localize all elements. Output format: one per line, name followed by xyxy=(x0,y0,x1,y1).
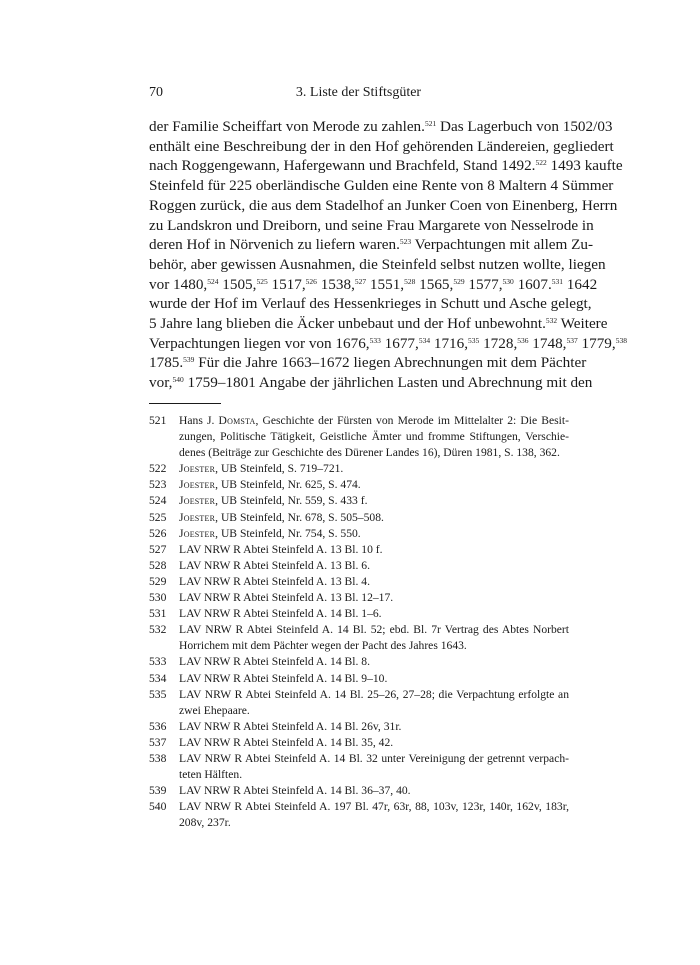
text-run: 1517, xyxy=(267,275,306,293)
footnote-text: LAV NRW R Abtei Steinfeld A. 14 Bl. 26v, 31r. xyxy=(179,719,402,733)
footnote-ref[interactable]: 531 xyxy=(551,276,563,286)
footnote-text: , UB Steinfeld, S. 719–721. xyxy=(215,462,344,476)
footnote-ref[interactable]: 532 xyxy=(545,316,558,326)
footnote-ref[interactable]: 525 xyxy=(256,276,268,286)
text-run: 1565, xyxy=(415,275,454,293)
text-run: der Familie Scheiffart von Merode zu zahlen. xyxy=(149,118,425,135)
footnote-text: denes (Beiträge zur Geschichte des Dürener Landes 16), Düren 1981, S. 138, 362. xyxy=(179,446,560,460)
footnote-text: LAV NRW R Abtei Steinfeld A. 14 Bl. 32 unter Vereinigung der getrennt verpach- xyxy=(179,751,569,765)
text-run: Verpachtungen mit allem Zu- xyxy=(411,236,594,254)
footnote-line xyxy=(179,493,569,509)
text-run: Für die Jahre 1663–1672 liegen Abrechnungen mit dem Pächter xyxy=(194,354,587,372)
text-line xyxy=(149,117,613,137)
footnote-separator xyxy=(149,403,221,404)
footnote-text: Hans J. xyxy=(179,414,219,427)
footnotes xyxy=(149,413,569,831)
footnote-ref[interactable]: 533 xyxy=(369,335,381,345)
footnote-532 xyxy=(149,622,569,654)
text-run: Verpachtungen liegen vor von 1676, xyxy=(149,334,370,352)
footnote-text: LAV NRW R Abtei Steinfeld A. 13 Bl. 6. xyxy=(179,558,370,572)
text-run: vor, xyxy=(149,374,173,392)
text-line: Steinfeld für 225 oberländische Gulden eine Rente von 8 Maltern 4 Sümmer xyxy=(149,177,614,195)
text-line xyxy=(149,334,627,354)
footnote-number: 535 xyxy=(149,687,167,701)
footnote-537 xyxy=(149,735,569,751)
text-line xyxy=(149,235,594,255)
page-number: 70 xyxy=(149,85,163,100)
footnote-ref[interactable]: 524 xyxy=(207,276,219,286)
author-name: Joester xyxy=(179,478,216,492)
footnote-531 xyxy=(149,606,569,622)
text-line xyxy=(149,156,623,176)
footnote-521 xyxy=(149,413,569,461)
footnote-ref[interactable]: 537 xyxy=(566,335,578,345)
footnote-540 xyxy=(149,799,569,831)
footnote-number: 531 xyxy=(149,607,167,621)
footnote-ref[interactable]: 534 xyxy=(418,335,431,345)
text-run: 5 Jahre lang blieben die Äcker unbebaut und der Hof unbewohnt. xyxy=(149,315,546,333)
text-line: behör, aber gewissen Ausnahmen, die Steinfeld selbst nutzen wollte, liegen xyxy=(149,255,606,273)
footnote-line xyxy=(179,477,569,493)
text-run: vor 1480, xyxy=(149,275,208,293)
text-run: 1677, xyxy=(380,334,419,352)
footnote-number: 534 xyxy=(149,671,167,685)
footnote-line xyxy=(179,445,569,461)
text-run: 1642 xyxy=(563,275,598,293)
footnote-line xyxy=(179,542,569,558)
footnote-text: , UB Steinfeld, Nr. 678, S. 505–508. xyxy=(215,510,384,524)
footnote-ref[interactable]: 521 xyxy=(424,119,437,128)
footnote-ref[interactable]: 528 xyxy=(404,276,416,286)
text-run: 1728, xyxy=(479,334,518,352)
footnote-text: LAV NRW R Abtei Steinfeld A. 13 Bl. 10 f. xyxy=(179,542,383,556)
footnote-528 xyxy=(149,558,569,574)
text-run: 1577, xyxy=(464,275,503,293)
footnote-number: 523 xyxy=(149,478,167,492)
footnote-ref[interactable]: 522 xyxy=(535,158,547,168)
footnote-line xyxy=(179,654,569,670)
text-run: 1505, xyxy=(218,275,257,293)
footnote-text: , UB Steinfeld, Nr. 754, S. 550. xyxy=(215,526,361,540)
footnote-number: 539 xyxy=(149,784,167,798)
footnote-line xyxy=(179,461,569,477)
footnote-524 xyxy=(149,493,569,509)
footnote-number: 521 xyxy=(149,414,167,427)
text-run: 1785. xyxy=(149,354,184,372)
footnote-number: 537 xyxy=(149,735,167,749)
footnote-ref[interactable]: 530 xyxy=(502,276,514,286)
footnote-line xyxy=(179,703,569,719)
text-run: 1538, xyxy=(316,275,355,293)
footnote-text: teten Hälften. xyxy=(179,768,243,782)
text-run: 1551, xyxy=(366,275,405,293)
footnote-ref[interactable]: 527 xyxy=(354,276,367,286)
footnote-line xyxy=(179,558,569,574)
footnote-ref[interactable]: 529 xyxy=(453,276,465,286)
footnote-number: 522 xyxy=(149,462,167,476)
footnote-line xyxy=(179,510,569,526)
text-run: deren Hof in Nörvenich zu liefern waren. xyxy=(149,236,400,254)
footnote-line xyxy=(179,751,569,767)
footnote-line xyxy=(179,767,569,783)
footnote-number: 530 xyxy=(149,591,167,605)
footnote-number: 533 xyxy=(149,655,167,669)
footnote-number: 540 xyxy=(149,800,167,814)
footnote-ref[interactable]: 538 xyxy=(615,335,627,345)
footnote-526 xyxy=(149,526,569,542)
footnote-line xyxy=(179,815,569,831)
footnote-text: LAV NRW R Abtei Steinfeld A. 197 Bl. 47r, 63r, 88, 103v, 123r, 140r, 162v, 183r, xyxy=(179,800,569,814)
footnote-number: 527 xyxy=(149,542,167,556)
footnote-text: LAV NRW R Abtei Steinfeld A. 14 Bl. 25–26, 27–28; die Verpachtung erfolgte an xyxy=(179,687,569,701)
footnote-line xyxy=(179,687,569,703)
footnote-ref[interactable]: 535 xyxy=(468,335,480,345)
text-line: enthält eine Beschreibung der in den Hof gehörenden Ländereien, gegliedert xyxy=(149,137,614,155)
footnote-527 xyxy=(149,542,569,558)
text-line: wurde der Hof im Verlauf des Hessenkrieges in Schutt und Asche gelegt, xyxy=(149,295,592,313)
footnote-line xyxy=(179,413,569,429)
text-line: Roggen zurück, die aus dem Stadelhof an Junker Coen von Einenberg, Herrn xyxy=(149,196,618,214)
footnote-ref[interactable]: 526 xyxy=(305,276,317,286)
author-name: Joester xyxy=(179,510,216,524)
text-line xyxy=(149,373,593,393)
footnote-523 xyxy=(149,477,569,493)
footnote-538 xyxy=(149,751,569,783)
footnote-535 xyxy=(149,687,569,719)
footnote-ref[interactable]: 536 xyxy=(517,335,529,345)
footnote-line xyxy=(179,638,569,654)
footnote-text: , Geschichte der Fürsten von Merode im Mittelalter 2: Die Besit- xyxy=(255,414,569,427)
footnote-text: LAV NRW R Abtei Steinfeld A. 14 Bl. 1–6. xyxy=(179,607,382,621)
author-name: Domsta xyxy=(218,414,256,427)
text-run: 1759–1801 Angabe der jährlichen Lasten und Abrechnung mit den xyxy=(183,374,593,392)
running-title: 3. Liste der Stiftsgüter xyxy=(295,85,422,100)
author-name: Joester xyxy=(179,494,216,508)
footnote-number: 526 xyxy=(149,526,167,540)
footnote-line xyxy=(179,574,569,590)
footnote-line xyxy=(179,606,569,622)
text-line: zu Landskron und Dreiborn, und seine Frau Margarete von Nesselrode in xyxy=(149,216,594,234)
footnote-line xyxy=(179,526,569,542)
text-run: Das Lagerbuch von 1502/03 xyxy=(436,118,613,135)
footnote-ref[interactable]: 540 xyxy=(172,375,184,385)
footnote-text: Horrichem mit dem Pächter wegen der Pacht des Jahres 1643. xyxy=(179,639,467,653)
footnote-line xyxy=(179,719,569,735)
footnote-number: 538 xyxy=(149,751,167,765)
footnote-text: LAV NRW R Abtei Steinfeld A. 14 Bl. 9–10. xyxy=(179,671,388,685)
footnote-number: 525 xyxy=(149,510,167,524)
text-run: Weitere xyxy=(557,315,608,333)
footnote-533 xyxy=(149,654,569,670)
main-text xyxy=(149,117,627,393)
text-run: 1716, xyxy=(430,334,469,352)
text-line xyxy=(149,275,598,295)
text-run: 1779, xyxy=(577,334,616,352)
footnote-534 xyxy=(149,671,569,687)
footnote-ref[interactable]: 539 xyxy=(183,355,195,365)
footnote-text: LAV NRW R Abtei Steinfeld A. 14 Bl. 8. xyxy=(179,655,370,669)
footnote-text: zungen, Politische Tätigkeit, Geistliche Ämter und fromme Stiftungen, Verschie- xyxy=(179,430,569,444)
text-run: 1493 kaufte xyxy=(546,157,623,175)
footnote-ref[interactable]: 523 xyxy=(399,237,412,247)
footnote-529 xyxy=(149,574,569,590)
footnote-line xyxy=(179,799,569,815)
footnote-text: LAV NRW R Abtei Steinfeld A. 14 Bl. 35, 42. xyxy=(179,735,394,749)
footnote-text: , UB Steinfeld, Nr. 559, S. 433 f. xyxy=(215,494,368,508)
footnote-text: LAV NRW R Abtei Steinfeld A. 13 Bl. 12–17. xyxy=(179,591,394,605)
footnote-line xyxy=(179,735,569,751)
footnote-522 xyxy=(149,461,569,477)
author-name: Joester xyxy=(179,526,216,540)
footnote-text: LAV NRW R Abtei Steinfeld A. 14 Bl. 36–37, 40. xyxy=(179,784,411,798)
footnote-text: 208v, 237r. xyxy=(179,816,231,830)
text-line xyxy=(149,353,587,373)
footnote-text: LAV NRW R Abtei Steinfeld A. 13 Bl. 4. xyxy=(179,574,370,588)
footnote-line xyxy=(179,783,569,799)
footnote-536 xyxy=(149,719,569,735)
footnote-line xyxy=(179,622,569,638)
footnote-525 xyxy=(149,510,569,526)
footnote-530 xyxy=(149,590,569,606)
footnote-number: 528 xyxy=(149,558,167,572)
footnote-line xyxy=(179,429,569,445)
footnote-line xyxy=(179,590,569,606)
footnote-line xyxy=(179,671,569,687)
author-name: Joester xyxy=(179,462,216,476)
text-run: 1748, xyxy=(528,334,567,352)
footnote-number: 536 xyxy=(149,719,167,733)
footnote-number: 524 xyxy=(149,494,167,508)
footnote-number: 529 xyxy=(149,574,167,588)
text-run: 1607. xyxy=(513,275,552,293)
footnote-text: LAV NRW R Abtei Steinfeld A. 14 Bl. 52; ebd. Bl. 7r Vertrag des Abtes Norbert xyxy=(179,623,569,637)
footnote-text: zwei Ehepaare. xyxy=(179,703,250,717)
footnote-number: 532 xyxy=(149,623,167,637)
footnote-text: , UB Steinfeld, Nr. 625, S. 474. xyxy=(215,478,361,492)
text-run: nach Roggengewann, Hafergewann und Brachfeld, Stand 1492. xyxy=(149,157,536,175)
footnote-539 xyxy=(149,783,569,799)
text-line xyxy=(149,314,608,334)
